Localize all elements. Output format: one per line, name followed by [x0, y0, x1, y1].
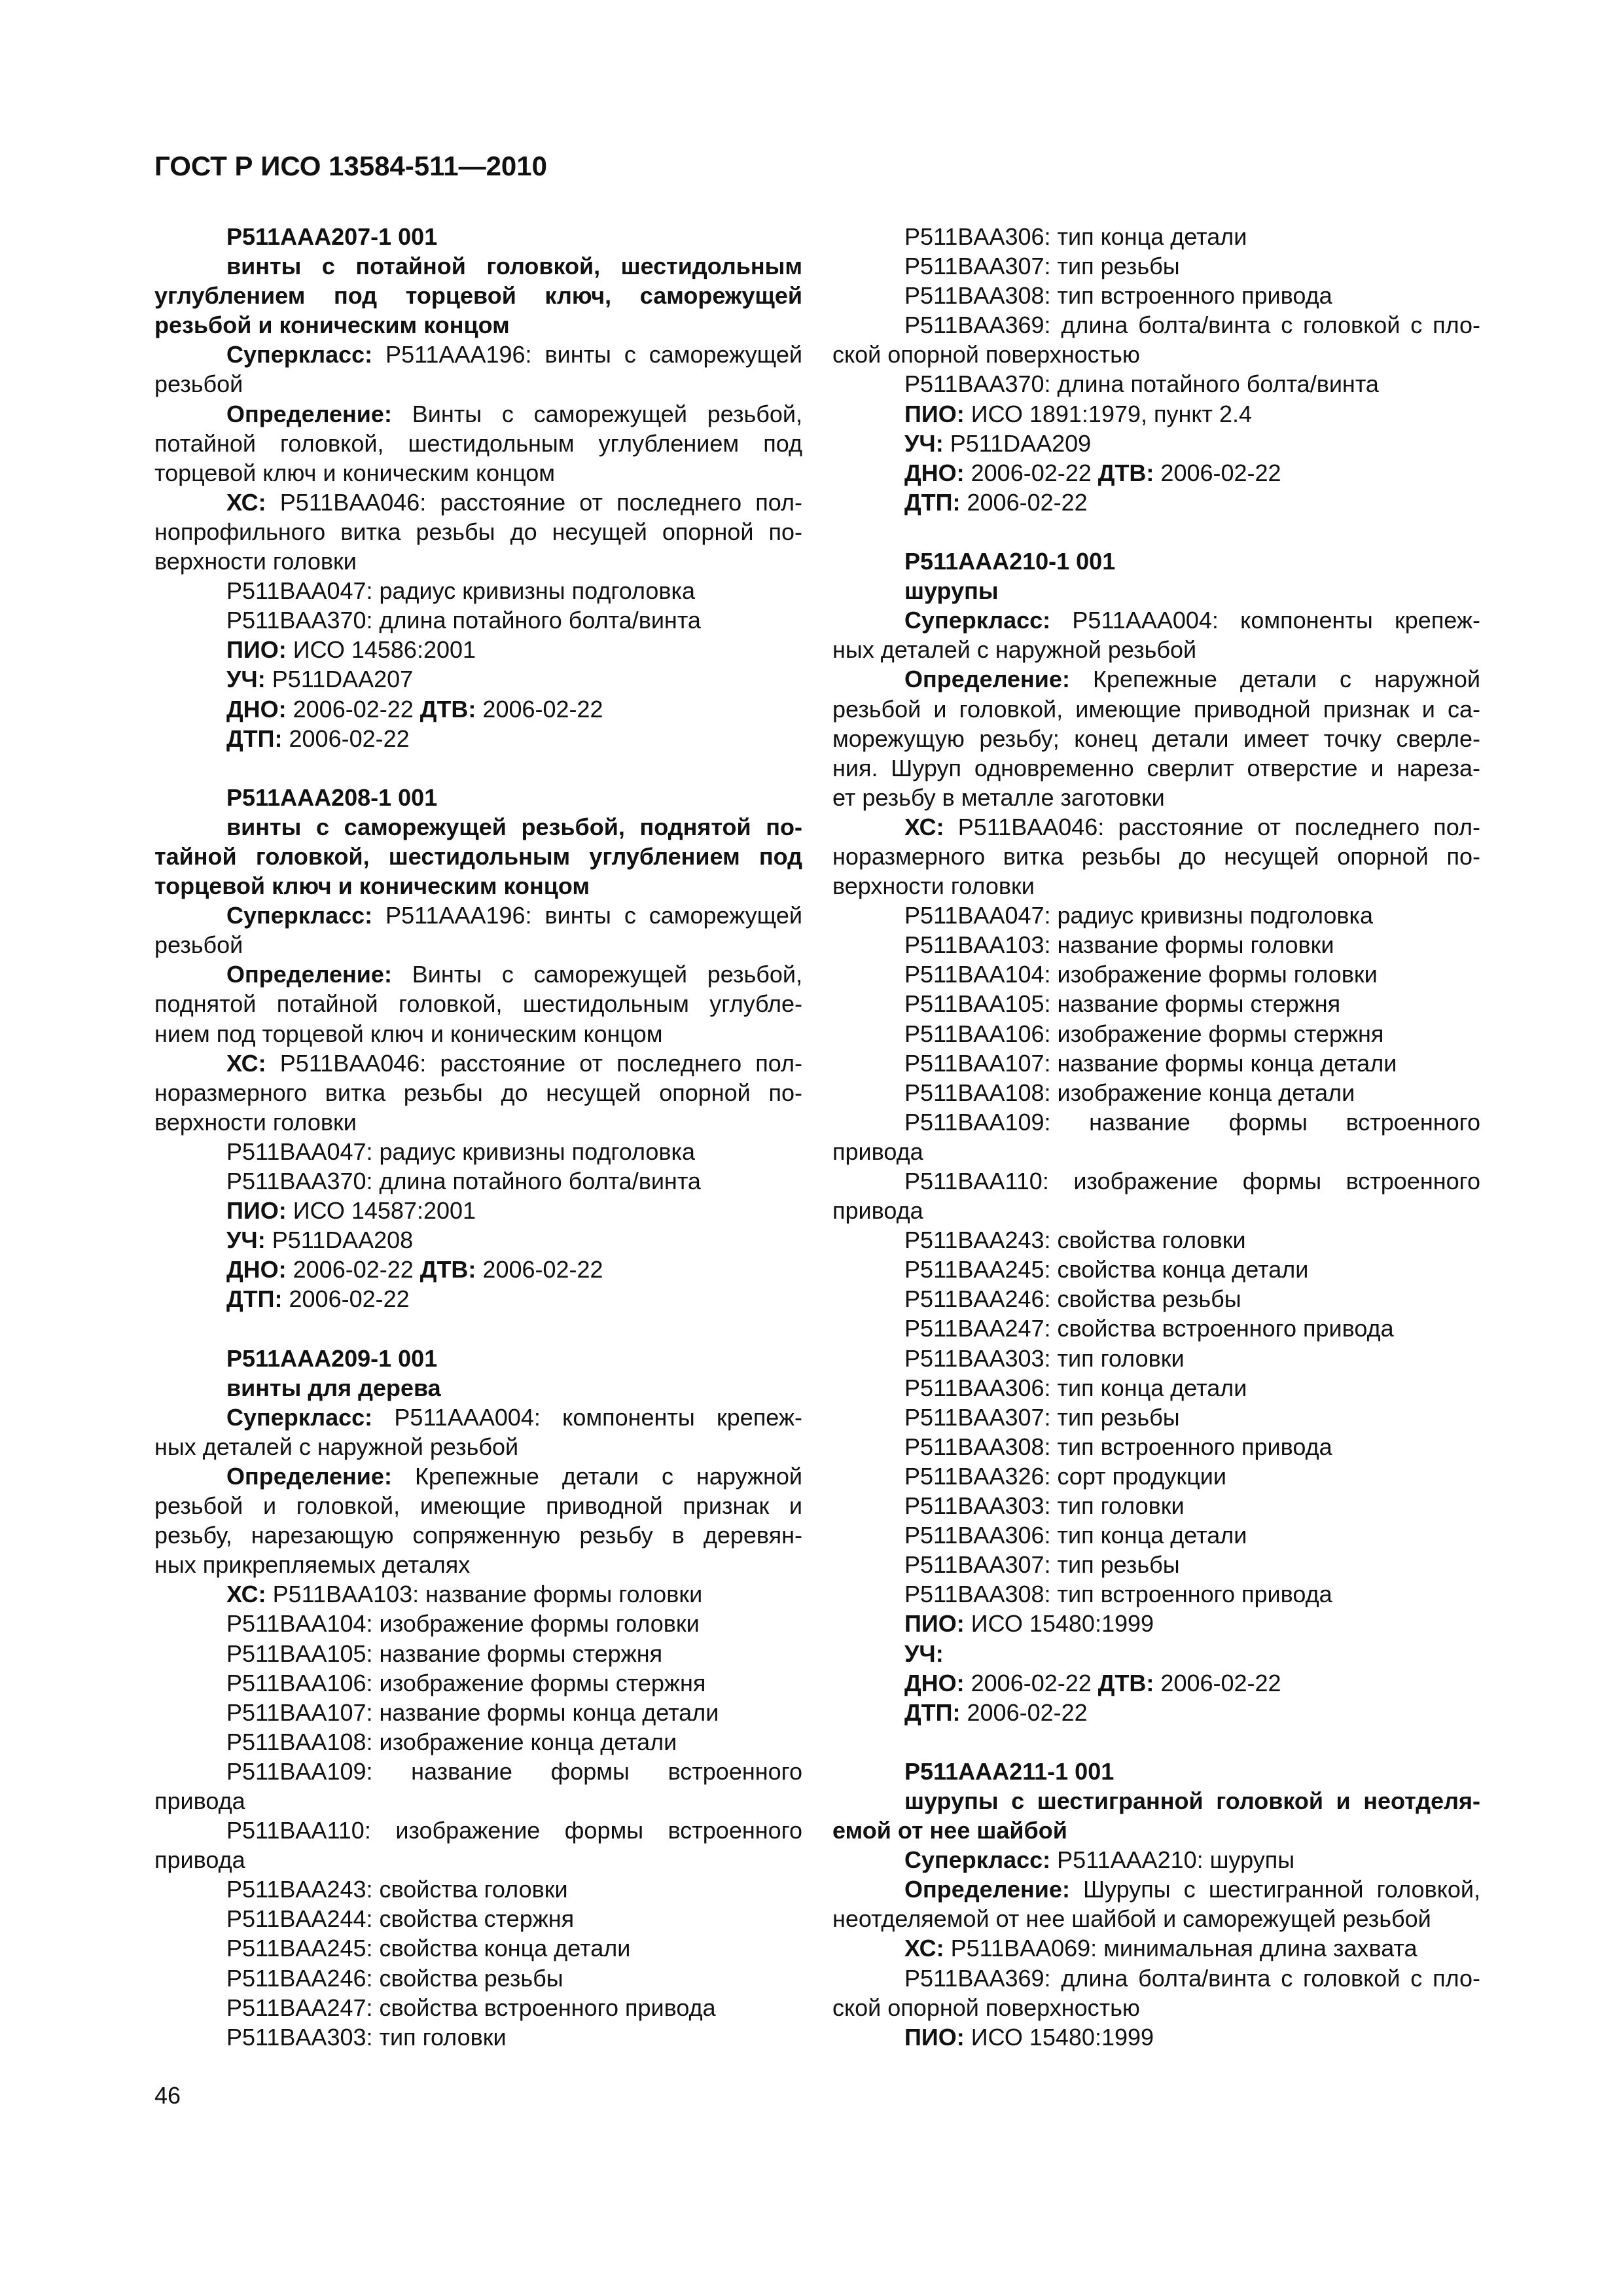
text-run: P511BAA369: длина болта/винта с головкой с пло- — [904, 1964, 1480, 1992]
text-line — [832, 605, 1480, 635]
bold-text-run: ДТВ: — [419, 695, 476, 723]
text-line — [832, 429, 1480, 458]
text-run: резьбу, нарезающую сопряженную резьбу в деревян- — [154, 1522, 802, 1549]
text-line — [832, 399, 1480, 429]
text-line — [832, 547, 1480, 576]
text-run: P511BAA103: название формы головки — [904, 931, 1334, 959]
text-run: ской опорной поверхностью — [832, 1994, 1140, 2021]
text-line — [832, 1137, 1480, 1166]
bold-text-run: Определение: — [904, 666, 1070, 693]
text-line — [154, 901, 802, 930]
text-line — [832, 1373, 1480, 1403]
text-line — [154, 1225, 802, 1255]
bold-text-run: P511AAA207-1 001 — [226, 223, 438, 250]
left-column — [154, 222, 802, 2052]
bold-text-run: ПИО: — [226, 1197, 287, 1225]
text-line — [832, 1432, 1480, 1462]
text-line — [832, 1933, 1480, 1963]
text-line — [832, 1845, 1480, 1874]
text-line — [154, 488, 802, 517]
text-line — [154, 1816, 802, 1845]
text-line — [832, 753, 1480, 783]
text-run: привода — [832, 1138, 923, 1165]
bold-text-run: ХС: — [226, 1581, 266, 1608]
text-line — [154, 547, 802, 576]
bold-text-run: УЧ: — [226, 666, 266, 693]
text-run: ской опорной поверхностью — [832, 341, 1140, 368]
text-run: неотделяемой от нее шайбой и саморежущей резьбой — [832, 1905, 1431, 1933]
text-line — [832, 2022, 1480, 2052]
text-line — [154, 1137, 802, 1166]
bold-text-run: ДНО: — [904, 1669, 965, 1696]
text-line — [832, 1314, 1480, 1343]
text-line — [832, 989, 1480, 1018]
text-line — [154, 281, 802, 310]
text-run: P511BAA243: свойства головки — [904, 1227, 1246, 1254]
bold-text-run: P511AAA209-1 001 — [226, 1344, 438, 1372]
text-line — [154, 458, 802, 488]
text-run: ИСО 14587:2001 — [286, 1197, 476, 1225]
bold-text-run: тайной головкой, шестидольным углублением под — [154, 842, 802, 870]
text-line — [154, 517, 802, 547]
text-line — [154, 1403, 802, 1432]
text-run: P511BAA306: тип конца детали — [904, 1374, 1247, 1401]
text-line — [832, 1550, 1480, 1579]
text-line — [832, 901, 1480, 930]
text-run: резьбой и головкой, имеющие приводной признак и — [154, 1492, 802, 1520]
text-line — [832, 1019, 1480, 1049]
text-line — [832, 1255, 1480, 1284]
text-run: P511DAA209 — [943, 429, 1092, 457]
text-line — [154, 369, 802, 399]
text-line — [154, 310, 802, 340]
text-run: P511BAA104: изображение формы головки — [226, 1610, 700, 1638]
text-run: 2006-02-22 — [964, 1669, 1098, 1696]
bold-text-run: ПИО: — [904, 1610, 965, 1638]
text-line — [154, 664, 802, 694]
text-line — [832, 1579, 1480, 1609]
bold-text-run: ДНО: — [226, 1256, 287, 1283]
text-line — [154, 1786, 802, 1816]
text-line — [832, 1520, 1480, 1550]
text-line — [832, 1609, 1480, 1638]
bold-text-run: ДТВ: — [1097, 459, 1154, 486]
text-run: привода — [154, 1787, 245, 1814]
text-line — [154, 1964, 802, 1993]
text-line — [154, 1904, 802, 1933]
text-line — [154, 812, 802, 842]
bold-text-run: ДТП: — [226, 1285, 283, 1313]
text-run: резьбой — [154, 370, 243, 398]
text-run: P511BAA308: тип встроенного привода — [904, 1433, 1332, 1460]
text-line — [832, 1639, 1480, 1668]
text-run: верхности головки — [154, 1108, 357, 1136]
text-run: P511BAA308: тип встроенного привода — [904, 1581, 1332, 1608]
text-run: P511BAA108: изображение конца детали — [226, 1728, 677, 1755]
bold-text-run: УЧ: — [904, 1640, 944, 1667]
text-run: привода — [832, 1197, 923, 1225]
text-line — [832, 1993, 1480, 2022]
text-run: 2006-02-22 — [1154, 1669, 1281, 1696]
text-line — [154, 960, 802, 989]
text-line — [832, 783, 1480, 812]
text-run: нием под торцевой ключ и коническим концом — [154, 1020, 663, 1047]
bold-text-run: ДТП: — [226, 725, 283, 752]
text-run: P511BAA109: название формы встроенного — [904, 1108, 1480, 1136]
bold-text-run: ПИО: — [904, 400, 965, 427]
text-line — [832, 1874, 1480, 1904]
page-number: 46 — [154, 2082, 181, 2109]
text-run: нопрофильного витка резьбы до несущей опорной по- — [154, 518, 802, 545]
text-line — [154, 1373, 802, 1403]
text-line — [832, 1964, 1480, 1993]
text-line — [154, 1432, 802, 1462]
text-run: P511BAA307: тип резьбы — [904, 253, 1180, 280]
text-run: резьбой — [154, 931, 243, 959]
text-run: Крепежные детали с наружной — [1069, 666, 1480, 693]
bold-text-run: винты для дерева — [226, 1374, 441, 1401]
text-line — [832, 576, 1480, 605]
text-line — [154, 1698, 802, 1727]
text-run: Шурупы с шестигранной головкой, — [1069, 1876, 1480, 1903]
text-run: P511BAA303: тип головки — [226, 2023, 507, 2051]
text-run: P511BAA307: тип резьбы — [904, 1551, 1180, 1579]
text-line — [832, 724, 1480, 753]
text-run: 2006-02-22 — [476, 1256, 603, 1283]
text-line — [154, 2022, 802, 2052]
text-run: P511BAA306: тип конца детали — [904, 223, 1247, 250]
text-run: P511BAA047: радиус кривизны подголовка — [226, 1138, 696, 1165]
text-run: P511BAA105: название формы стержня — [226, 1640, 663, 1667]
text-run: 2006-02-22 — [282, 1285, 410, 1313]
text-run: P511AAA004: компоненты крепеж- — [372, 1403, 802, 1431]
bold-text-run: ДТВ: — [419, 1256, 476, 1283]
text-line — [154, 930, 802, 960]
text-line — [832, 1491, 1480, 1520]
text-line — [154, 1845, 802, 1874]
text-line — [832, 694, 1480, 724]
text-run: ИСО 15480:1999 — [964, 1610, 1154, 1638]
text-run: P511BAA107: название формы конца детали — [226, 1698, 719, 1726]
text-line — [832, 1462, 1480, 1491]
text-run: 2006-02-22 — [286, 695, 420, 723]
text-run: ния. Шуруп одновременно сверлит отверстие и нареза- — [832, 754, 1480, 781]
text-line — [154, 1520, 802, 1550]
text-run: P511BAA103: название формы головки — [266, 1581, 703, 1608]
text-line — [832, 251, 1480, 281]
text-run: P511BAA105: название формы стержня — [904, 990, 1341, 1018]
text-run: верхности головки — [154, 548, 357, 575]
bold-text-run: P511AAA210-1 001 — [904, 548, 1116, 575]
text-run: P511DAA208 — [265, 1227, 414, 1254]
text-line — [832, 1166, 1480, 1196]
text-run: 2006-02-22 — [1154, 459, 1281, 486]
text-run: P511BAA306: тип конца детали — [904, 1522, 1247, 1549]
text-run: Винты с саморежущей резьбой, — [391, 400, 802, 427]
text-line — [154, 1078, 802, 1107]
right-column — [832, 222, 1480, 2052]
text-run: P511BAA247: свойства встроенного привода — [904, 1315, 1394, 1342]
text-line — [154, 1491, 802, 1520]
text-run: P511BAA110: изображение формы встроенного — [904, 1168, 1480, 1194]
text-line — [832, 1786, 1480, 1816]
text-run: ет резьбу в металле заготовки — [832, 783, 1165, 811]
text-run: торцевой ключ и коническим концом — [154, 459, 556, 486]
bold-text-run: ДТВ: — [1097, 1669, 1154, 1696]
text-run: верхности головки — [832, 872, 1035, 900]
text-line — [154, 842, 802, 871]
text-line — [154, 1166, 802, 1196]
text-line — [154, 1462, 802, 1491]
text-run: P511BAA110: изображение формы встроенного — [226, 1817, 802, 1844]
text-run: 2006-02-22 — [476, 695, 603, 723]
text-line — [832, 1049, 1480, 1078]
bold-text-run: УЧ: — [904, 429, 944, 457]
text-line — [832, 1757, 1480, 1786]
bold-text-run: P511AAA208-1 001 — [226, 783, 438, 811]
text-line — [832, 1344, 1480, 1373]
bold-text-run: винты с саморежущей резьбой, поднятой по- — [226, 813, 802, 840]
text-run: ных прикрепляемых деталях — [154, 1551, 471, 1579]
text-line — [154, 340, 802, 369]
text-run: P511BAA246: свойства резьбы — [904, 1285, 1241, 1313]
text-line — [154, 783, 802, 812]
text-run: 2006-02-22 — [282, 725, 410, 752]
text-run: P511BAA245: свойства конца детали — [904, 1256, 1309, 1283]
text-run: ных деталей с наружной резьбой — [154, 1433, 519, 1460]
text-run: ных деталей с наружной резьбой — [832, 636, 1197, 664]
text-run: P511BAA303: тип головки — [904, 1492, 1185, 1520]
text-run: 2006-02-22 — [960, 488, 1088, 516]
bold-text-run: шурупы с шестигранной головкой и неотделя- — [904, 1787, 1480, 1814]
text-line — [154, 1019, 802, 1049]
bold-text-run: Определение: — [226, 961, 392, 988]
text-run: ИСО 15480:1999 — [964, 2023, 1154, 2051]
text-line — [154, 1550, 802, 1579]
text-run: P511BAA108: изображение конца детали — [904, 1079, 1355, 1106]
bold-text-run: P511AAA211-1 001 — [904, 1757, 1115, 1785]
bold-text-run: ПИО: — [226, 636, 287, 664]
text-run: P511BAA047: радиус кривизны подголовка — [226, 577, 696, 605]
text-line — [154, 1049, 802, 1078]
text-line — [154, 1284, 802, 1314]
text-run: P511BAA106: изображение формы стержня — [904, 1020, 1384, 1047]
bold-text-run: ДНО: — [904, 459, 965, 486]
text-line — [832, 1284, 1480, 1314]
text-line — [154, 1255, 802, 1284]
text-run: поднятой потайной головкой, шестидольным углубле- — [154, 990, 802, 1018]
text-run: P511BAA303: тип головки — [904, 1344, 1185, 1372]
bold-text-run: Суперкласс: — [226, 1403, 373, 1431]
text-line — [832, 369, 1480, 399]
text-line — [154, 1579, 802, 1609]
text-run: P511BAA069: минимальная длина захвата — [944, 1935, 1418, 1962]
text-line — [154, 635, 802, 664]
bold-text-run: УЧ: — [226, 1227, 266, 1254]
text-line — [154, 1993, 802, 2022]
text-run: Крепежные детали с наружной — [391, 1462, 802, 1490]
bold-text-run: ПИО: — [904, 2023, 965, 2051]
text-line — [832, 930, 1480, 960]
bold-text-run: Определение: — [226, 1462, 392, 1490]
text-run: 2006-02-22 — [960, 1698, 1088, 1726]
text-line — [832, 1668, 1480, 1698]
text-line — [832, 281, 1480, 310]
text-line — [832, 1107, 1480, 1137]
text-run: P511AAA196: винты с саморежущей — [372, 902, 802, 929]
bold-text-run: Суперкласс: — [904, 607, 1051, 634]
text-line — [832, 1904, 1480, 1933]
paragraph-spacer — [154, 1314, 802, 1343]
text-run: P511BAA047: радиус кривизны подголовка — [904, 902, 1374, 929]
text-run: P511BAA107: название формы конца детали — [904, 1049, 1397, 1077]
text-line — [832, 1698, 1480, 1727]
text-run: P511AAA196: винты с саморежущей — [372, 341, 802, 368]
text-run: P511BAA109: название формы встроенного — [226, 1757, 802, 1785]
text-run: ИСО 1891:1979, пункт 2.4 — [964, 400, 1253, 427]
text-run: P511BAA243: свойства головки — [226, 1876, 568, 1903]
text-run: P511BAA046: расстояние от последнего пол- — [266, 1049, 802, 1077]
text-line — [832, 1196, 1480, 1225]
text-run: потайной головкой, шестидольным углублением под — [154, 429, 802, 457]
bold-text-run: шурупы — [904, 577, 999, 605]
text-run: норазмерного витка резьбы до несущей опорной по- — [154, 1079, 802, 1106]
text-line — [154, 222, 802, 251]
text-line — [154, 1933, 802, 1963]
text-line — [154, 1107, 802, 1137]
text-line — [832, 812, 1480, 842]
bold-text-run: торцевой ключ и коническим концом — [154, 872, 590, 900]
text-run: P511AAA210: шурупы — [1050, 1846, 1295, 1874]
bold-text-run: ХС: — [904, 1935, 944, 1962]
text-line — [154, 1757, 802, 1786]
text-line — [154, 989, 802, 1018]
bold-text-run: Суперкласс: — [904, 1846, 1051, 1874]
text-run: P511BAA046: расстояние от последнего пол- — [266, 488, 802, 516]
text-line — [154, 1196, 802, 1225]
bold-text-run: Определение: — [226, 400, 392, 427]
text-line — [832, 635, 1480, 664]
text-run: норазмерного витка резьбы до несущей опорной по- — [832, 842, 1480, 870]
bold-text-run: ХС: — [904, 813, 944, 840]
text-line — [154, 1344, 802, 1373]
bold-text-run: Суперкласс: — [226, 341, 373, 368]
text-line — [154, 724, 802, 753]
text-run: 2006-02-22 — [964, 459, 1098, 486]
text-line — [832, 960, 1480, 989]
text-line — [832, 340, 1480, 369]
bold-text-run: ХС: — [226, 488, 266, 516]
text-run: P511BAA370: длина потайного болта/винта — [904, 370, 1379, 398]
text-run: P511BAA245: свойства конца детали — [226, 1935, 631, 1962]
text-run: P511BAA046: расстояние от последнего пол- — [944, 813, 1480, 840]
text-line — [832, 842, 1480, 871]
bold-text-run: углублением под торцевой ключ, саморежущей — [154, 282, 802, 310]
text-line — [832, 871, 1480, 901]
text-run: резьбой и головкой, имеющие приводной признак и са- — [832, 695, 1480, 723]
text-run: P511BAA244: свойства стержня — [226, 1905, 575, 1933]
text-run: привода — [154, 1846, 245, 1874]
text-run: P511DAA207 — [265, 666, 414, 693]
document-header: ГОСТ Р ИСО 13584-511—2010 — [154, 151, 547, 181]
text-run: P511BAA106: изображение формы стержня — [226, 1669, 706, 1696]
text-line — [154, 1668, 802, 1698]
text-line — [154, 605, 802, 635]
text-line — [154, 871, 802, 901]
text-run: P511AAA004: компоненты крепеж- — [1050, 607, 1480, 634]
bold-text-run: ДТП: — [904, 488, 961, 516]
text-line — [154, 576, 802, 605]
text-line — [154, 1609, 802, 1638]
bold-text-run: ДНО: — [226, 695, 287, 723]
text-run: P511BAA247: свойства встроенного привода — [226, 1994, 716, 2021]
text-run: P511BAA369: длина болта/винта с головкой с пло- — [904, 312, 1480, 339]
text-line — [832, 310, 1480, 340]
text-line — [154, 1727, 802, 1757]
text-run: P511BAA104: изображение формы головки — [904, 961, 1378, 988]
text-run: ИСО 14586:2001 — [286, 636, 476, 664]
text-run: морежущую резьбу; конец детали имеет точку сверле- — [832, 725, 1480, 752]
bold-text-run: ДТП: — [904, 1698, 961, 1726]
text-line — [154, 429, 802, 458]
bold-text-run: ХС: — [226, 1049, 266, 1077]
paragraph-spacer — [832, 1727, 1480, 1757]
text-line — [832, 222, 1480, 251]
text-run: P511BAA326: сорт продукции — [904, 1462, 1226, 1490]
text-line — [832, 488, 1480, 517]
text-line — [154, 399, 802, 429]
text-line — [154, 694, 802, 724]
text-line — [832, 458, 1480, 488]
paragraph-spacer — [154, 753, 802, 783]
bold-text-run: Суперкласс: — [226, 902, 373, 929]
text-run: Винты с саморежущей резьбой, — [391, 961, 802, 988]
text-run: P511BAA370: длина потайного болта/винта — [226, 607, 701, 634]
text-run: P511BAA308: тип встроенного привода — [904, 282, 1332, 310]
text-line — [832, 1078, 1480, 1107]
bold-text-run: емой от нее шайбой — [832, 1817, 1067, 1844]
text-run: P511BAA370: длина потайного болта/винта — [226, 1168, 701, 1194]
bold-text-run: Определение: — [904, 1876, 1070, 1903]
text-run: P511BAA307: тип резьбы — [904, 1403, 1180, 1431]
text-line — [832, 1225, 1480, 1255]
text-line — [832, 1403, 1480, 1432]
bold-text-run: резьбой и коническим концом — [154, 312, 510, 339]
text-line — [832, 1816, 1480, 1845]
paragraph-spacer — [832, 517, 1480, 547]
text-run: 2006-02-22 — [286, 1256, 420, 1283]
text-line — [154, 251, 802, 281]
text-line — [832, 664, 1480, 694]
text-run: P511BAA246: свойства резьбы — [226, 1964, 563, 1992]
bold-text-run: винты с потайной головкой, шестидольным — [226, 253, 802, 280]
text-line — [154, 1874, 802, 1904]
text-line — [154, 1639, 802, 1668]
